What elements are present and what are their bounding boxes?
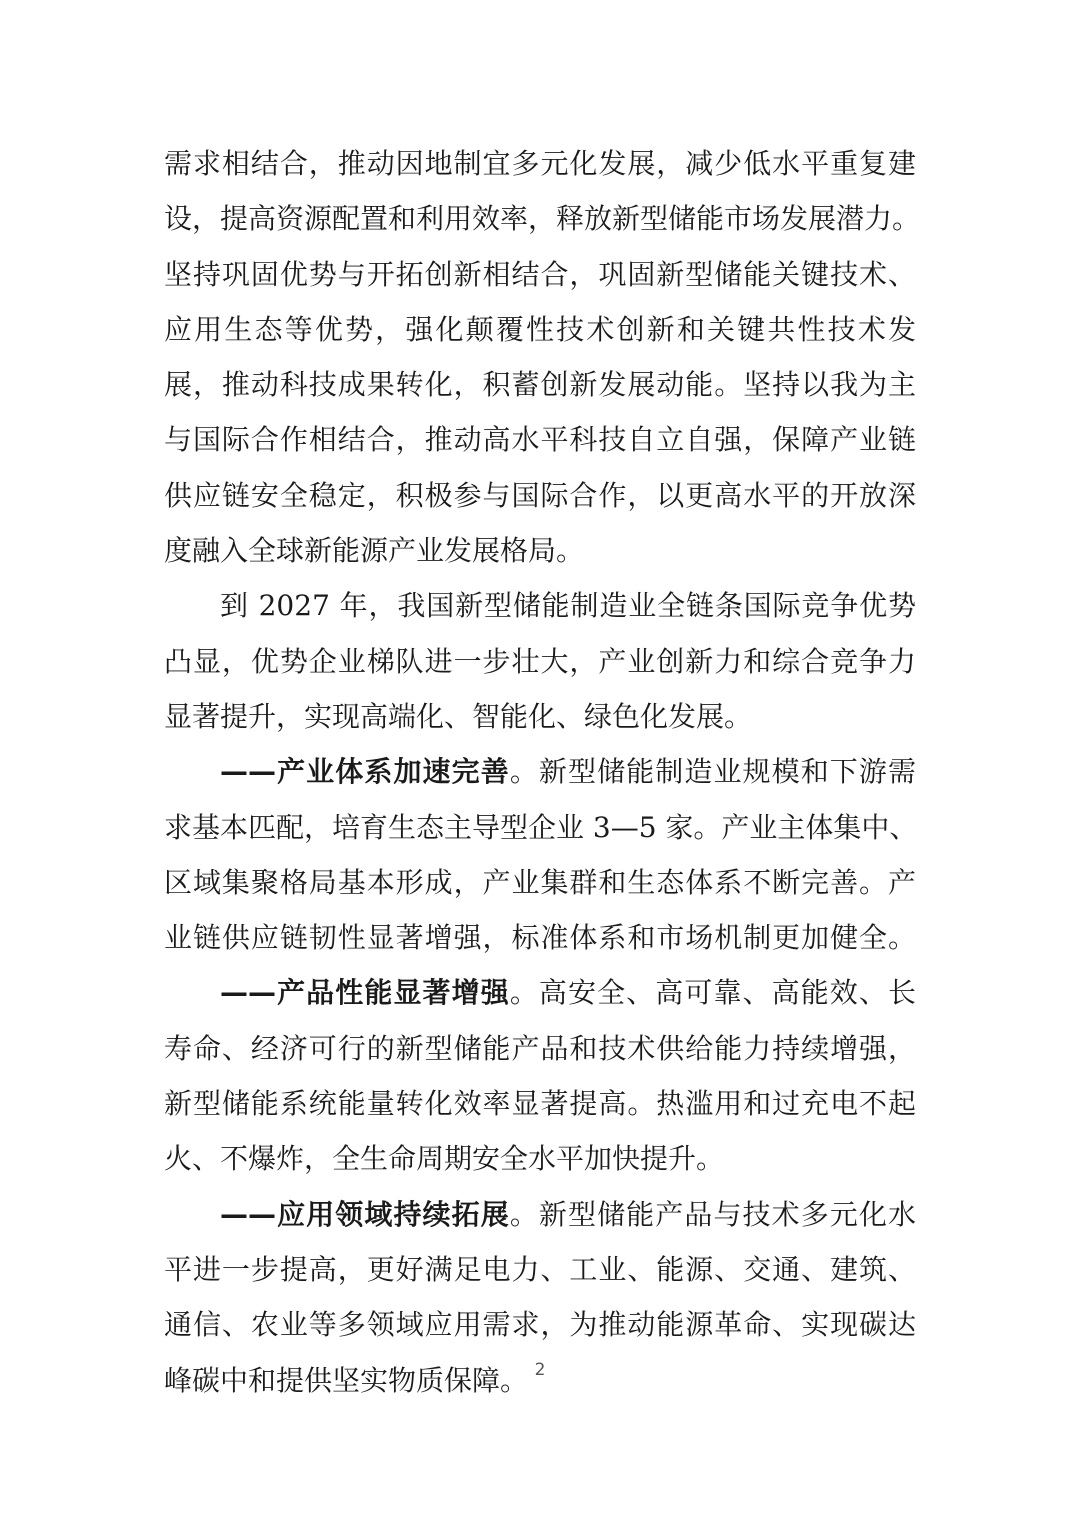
text-line: 供应链安全稳定，积极参与国际合作，以更高水平的开放深 [164,478,916,512]
text-line [164,1187,916,1242]
section-heading: ——产品性能显著增强 [220,976,510,1010]
text-line: 通信、农业等多领域应用需求，为推动能源革命、实现碳达 [164,1308,916,1342]
text-line: 需求相结合，推动因地制宜多元化发展，减少低水平重复建 [164,147,916,180]
heading-continuation: 。高安全、高可靠、高能效、长 [509,976,916,1010]
text-line [164,965,916,1020]
text-line [164,744,916,799]
text-line: 度融入全球新能源产业发展格局。 [164,534,585,568]
text-line: 区域集聚格局基本形成，产业集群和生态体系不断完善。产 [164,865,916,899]
text-line: 设，提高资源配置和利用效率，释放新型储能市场发展潜力。 [164,202,921,236]
page-number: 2 [534,1360,546,1380]
text-line: 寿命、经济可行的新型储能产品和技术供给能力持续增强， [164,1031,916,1065]
paragraph-principles [164,136,921,578]
text-line: 与国际合作相结合，推动高水平科技自立自强，保障产业链 [164,423,916,457]
text-line: 峰碳中和提供坚实物质保障。 [164,1363,529,1397]
text-line: 新型储能系统能量转化效率显著提高。热滥用和过充电不起 [164,1087,916,1121]
paragraph-product-performance [164,965,916,1186]
text-line: 求基本匹配，培育生态主导型企业 3—5 家。产业主体集中、 [164,810,918,844]
text-line: 平进一步提高，更好满足电力、工业、能源、交通、建筑、 [164,1252,916,1286]
text-line: 应用生态等优势，强化颠覆性技术创新和关键共性技术发 [164,312,916,346]
text-line: 凸显，优势企业梯队进一步壮大，产业创新力和综合竞争力 [164,644,916,678]
text-line: 坚持巩固优势与开拓创新相结合，巩固新型储能关键技术、 [164,257,916,291]
heading-continuation: 。新型储能制造业规模和下游需 [509,755,916,789]
body-text [164,136,921,1408]
text-line: 火、不爆炸，全生命周期安全水平加快提升。 [164,1142,725,1176]
heading-continuation: 。新型储能产品与技术多元化水 [509,1197,916,1231]
section-heading: ——产业体系加速完善 [220,755,510,789]
paragraph-industry-system [164,744,916,965]
text-line: 展，推动科技成果转化，积蓄创新发展动能。坚持以我为主 [164,368,916,402]
paragraph-2027-goal [164,578,916,744]
section-heading: ——应用领域持续拓展 [220,1197,510,1231]
text-line: 业链供应链韧性显著增强，标准体系和市场机制更加健全。 [164,921,916,955]
text-line: 到 2027 年，我国新型储能制造业全链条国际竞争优势 [220,589,916,623]
text-line: 显著提升，实现高端化、智能化、绿色化发展。 [164,699,753,733]
